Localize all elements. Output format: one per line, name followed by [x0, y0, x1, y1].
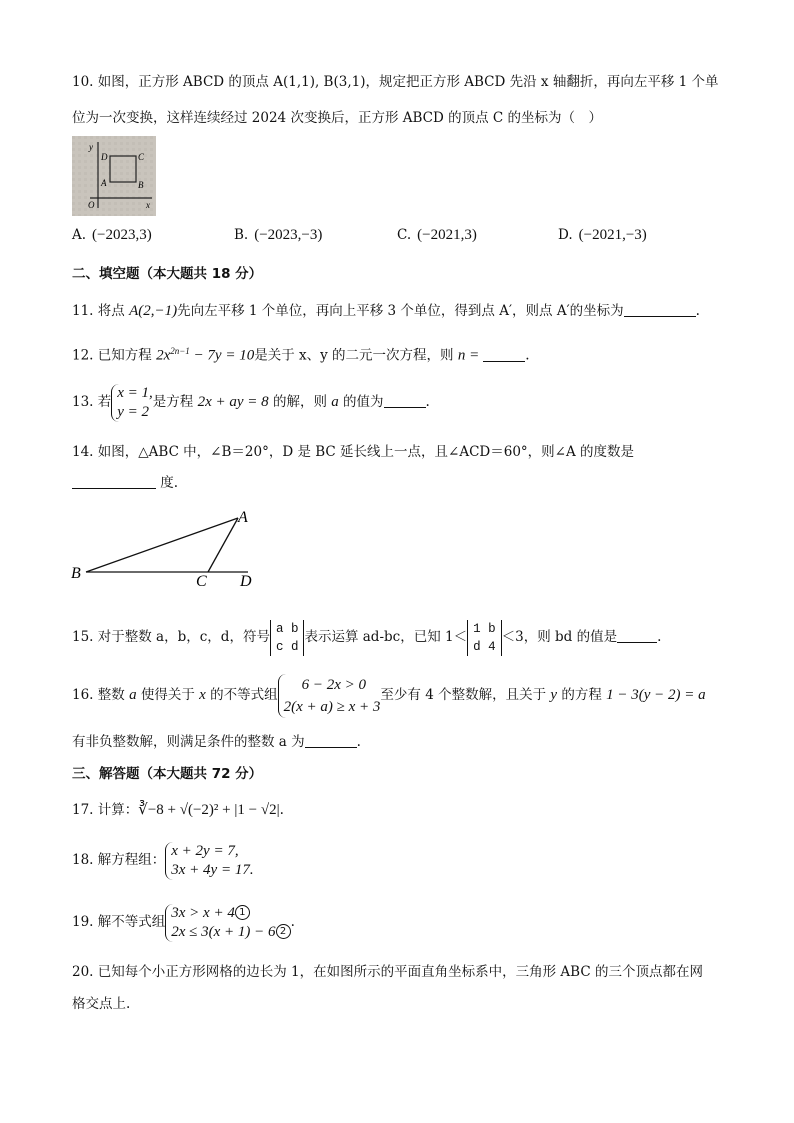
q10-option-a[interactable]	[72, 227, 152, 244]
det1-row1: a b	[275, 621, 299, 636]
q17-expression: ∛−8 + √(−2)² + |1 − √2|	[138, 802, 280, 818]
q16-line2	[72, 732, 361, 752]
option-value: (−2021,−3)	[578, 227, 647, 243]
q11-end: .	[695, 303, 700, 319]
q16-a: a	[129, 687, 137, 703]
option-value: (−2021,3)	[417, 227, 477, 243]
q16-x: x	[199, 687, 206, 703]
q10-label-a: A	[101, 178, 107, 188]
q12-answer-blank[interactable]	[483, 347, 525, 362]
option-letter: B.	[234, 227, 249, 243]
q10-line1: 10. 如图，正方形 ABCD 的顶点 A(1,1), B(3,1)，规定把正方形 ABCD 先沿 x 轴翻折，再向左平移 1 个单	[72, 74, 719, 90]
q16-eq: 1 − 3(y − 2) = a	[606, 687, 706, 703]
q13-a: a	[331, 394, 339, 410]
q14-line1: 14. 如图，△ABC 中，∠B＝20°，D 是 BC 延长线上一点，且∠ACD＝60°，则∠A 的度数是	[72, 444, 635, 460]
q13-answer-blank[interactable]	[384, 393, 426, 408]
q10-label-b: B	[138, 180, 144, 190]
q14-label-d: D	[240, 573, 252, 590]
q15	[72, 615, 661, 659]
q10-option-b[interactable]	[234, 227, 322, 244]
q15-answer-blank[interactable]	[617, 628, 657, 643]
q16-text4: 的方程	[557, 687, 607, 703]
q10-options	[72, 227, 732, 247]
q16-text3: 至少有 4 个整数解，且关于	[380, 687, 551, 703]
option-letter: D.	[558, 227, 573, 243]
q15-text2: ＜3，则 bd 的值是	[501, 629, 618, 645]
q17-end: .	[279, 802, 284, 818]
det1-row2: c d	[275, 639, 299, 654]
q15-end: .	[657, 629, 662, 645]
q14-figure	[66, 504, 266, 592]
q13	[72, 382, 430, 423]
option-letter: A.	[72, 227, 87, 243]
q13-pre: 13. 若	[72, 394, 112, 410]
q16-row1: 6 − 2x > 0	[301, 677, 367, 693]
det2-row1: 1 b	[473, 621, 496, 636]
q11-point: A(2,−1)	[129, 303, 178, 319]
q16-answer-blank[interactable]	[305, 733, 357, 748]
q10-option-c[interactable]	[397, 227, 477, 244]
q15-pre: 15. 对于整数 a，b，c，d，符号	[72, 629, 270, 645]
circled-1-icon: 1	[235, 905, 250, 920]
q11-text: 先向左平移 1 个单位，再向上平移 3 个单位，得到点 A′，则点 A′的坐标为	[177, 303, 624, 319]
q16-text: 使得关于	[136, 687, 200, 703]
q12-exponent: 2n−1	[170, 346, 190, 356]
q15-text: 表示运算 ad-bc，已知 1＜	[304, 629, 468, 645]
q14-line-ba	[86, 518, 238, 572]
section-3-heading: 三、解答题（本大题共 72 分）	[72, 766, 263, 782]
q15-determinant-2	[467, 620, 502, 656]
q16-text2: 的不等式组	[205, 687, 278, 703]
q13-end: .	[425, 394, 430, 410]
q10-label-x: x	[146, 200, 150, 210]
q13-row1: x = 1,	[117, 385, 153, 401]
q13-text3: 的值为	[338, 394, 384, 410]
section-2-heading: 二、填空题（本大题共 18 分）	[72, 266, 263, 282]
q19-end: .	[290, 914, 295, 930]
q14-label-a: A	[238, 509, 248, 526]
option-letter: C.	[397, 227, 412, 243]
q12-end: .	[525, 347, 530, 364]
q16-line2-text: 有非负整数解，则满足条件的整数 a 为	[72, 734, 305, 750]
q19-system	[165, 901, 290, 945]
q16-y: y	[550, 687, 558, 703]
q12-text: 是关于 x、y 的二元一次方程，则	[254, 347, 458, 364]
q20-line1: 20. 已知每个小正方形网格的边长为 1，在如图所示的平面直角坐标系中，三角形 ABC 的三个顶点都在网	[72, 964, 703, 980]
q12-n: n =	[457, 347, 480, 364]
q15-determinant-1	[270, 620, 305, 656]
q13-text2: 的解，则	[268, 394, 332, 410]
q11	[72, 301, 700, 321]
q14-label-b: B	[71, 565, 81, 582]
option-value: (−2023,3)	[92, 227, 152, 243]
q19	[72, 900, 295, 945]
option-value: (−2023,−3)	[254, 227, 323, 243]
q16-pre: 16. 整数	[72, 687, 130, 703]
q10-option-d[interactable]	[558, 227, 647, 244]
q18-system	[165, 839, 253, 883]
q12-eq: 2x	[156, 347, 171, 364]
q19-pre: 19. 解不等式组	[72, 914, 166, 930]
q20-line2: 格交点上.	[72, 996, 131, 1012]
q14-line-ac	[208, 518, 238, 572]
q12-pre: 12. 已知方程	[72, 347, 157, 364]
q10-label-c: C	[138, 152, 145, 162]
q12-eq2: − 7y = 10	[189, 347, 255, 364]
q14-answer-blank[interactable]	[72, 474, 156, 489]
q10-figure	[72, 136, 156, 216]
q16-row2: 2(x + a) ≥ x + 3	[283, 699, 381, 715]
q19-row1: 3x > x + 4	[171, 905, 235, 921]
q14-label-c: C	[196, 573, 207, 590]
q14-end: 度.	[156, 475, 179, 491]
q19-row2: 2x ≤ 3(x + 1) − 6	[171, 924, 276, 940]
q13-system	[111, 383, 153, 423]
q12	[72, 341, 530, 366]
q14-line2	[72, 473, 178, 493]
q17-pre: 17. 计算：	[72, 802, 139, 818]
q10-line2: 位为一次变换，这样连续经过 2024 次变换后，正方形 ABCD 的顶点 C 的坐标为（ ）	[72, 110, 603, 126]
q18	[72, 838, 254, 883]
q16-system	[278, 673, 381, 719]
q13-row2: y = 2	[117, 404, 150, 420]
circled-2-icon: 2	[276, 924, 291, 939]
q10-label-d: D	[101, 152, 108, 162]
q18-row1: x + 2y = 7,	[171, 843, 239, 859]
q10-label-y: y	[89, 142, 93, 152]
det2-row2: d 4	[473, 639, 496, 654]
q18-pre: 18. 解方程组：	[72, 852, 166, 868]
q13-eq: 2x + ay = 8	[197, 394, 269, 410]
q18-row2: 3x + 4y = 17.	[171, 862, 254, 878]
q16-line1	[72, 672, 706, 719]
q10-label-o: O	[88, 200, 95, 210]
q11-answer-blank[interactable]	[624, 302, 696, 317]
q17	[72, 800, 284, 820]
q13-text: 是方程	[152, 394, 198, 410]
q11-pre: 11. 将点	[72, 303, 130, 319]
q16-end: .	[356, 734, 361, 750]
